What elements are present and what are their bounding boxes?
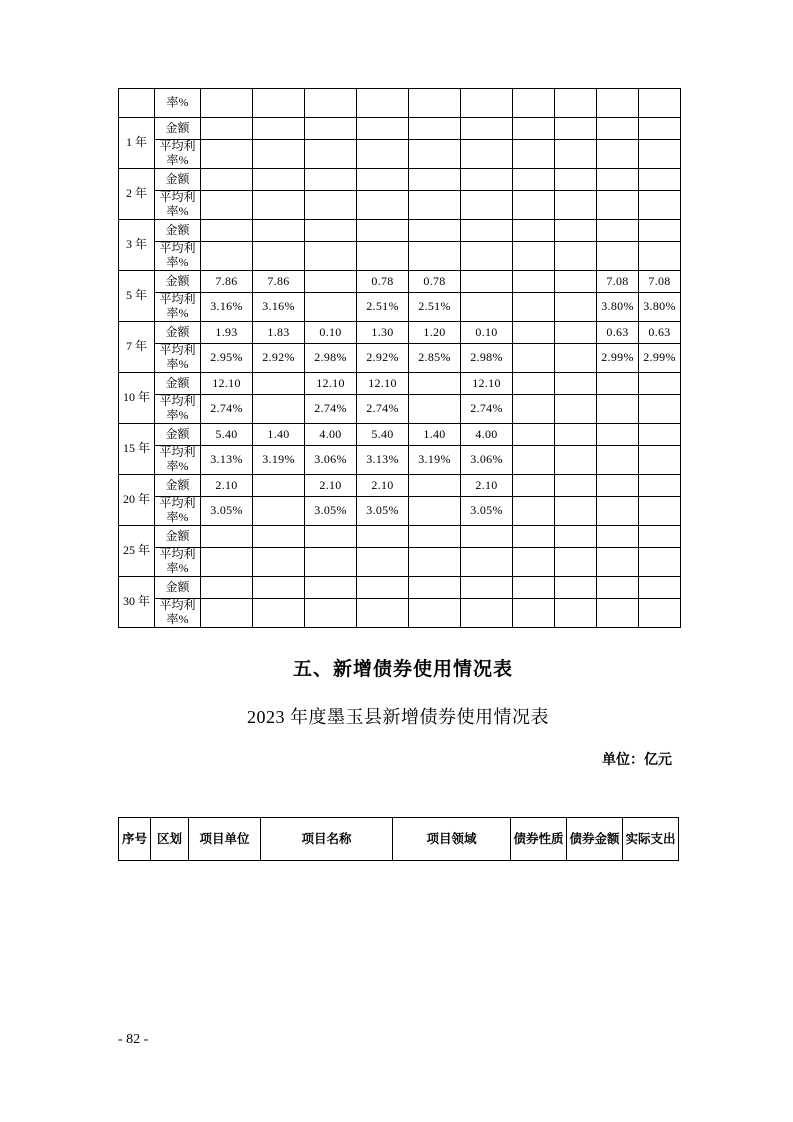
cell: 2.92% — [253, 344, 305, 373]
cell — [461, 220, 513, 242]
bond-usage-table — [118, 817, 679, 861]
cell — [461, 271, 513, 293]
cell — [555, 577, 597, 599]
table-row — [119, 475, 681, 497]
row-label-rate: 平均利率% — [155, 497, 201, 526]
cell — [253, 242, 305, 271]
cell: 0.63 — [639, 322, 681, 344]
cell — [639, 497, 681, 526]
table-row — [119, 140, 681, 169]
row-year: 7 年 — [119, 322, 155, 373]
cell — [253, 373, 305, 395]
cell — [639, 475, 681, 497]
cell — [357, 577, 409, 599]
cell — [597, 446, 639, 475]
cell: 7.86 — [201, 271, 253, 293]
cell — [597, 548, 639, 577]
cell — [409, 242, 461, 271]
cell: 2.10 — [357, 475, 409, 497]
cell: 0.78 — [357, 271, 409, 293]
cell: 1.40 — [253, 424, 305, 446]
cell: 12.10 — [305, 373, 357, 395]
row-label-amount: 金额 — [155, 322, 201, 344]
cell — [201, 599, 253, 628]
cell: 3.05% — [201, 497, 253, 526]
row-label-rate: 平均利率% — [155, 140, 201, 169]
cell: 4.00 — [461, 424, 513, 446]
cell — [597, 191, 639, 220]
column-header-project-name: 项目名称 — [261, 818, 393, 861]
cell — [461, 191, 513, 220]
cell — [555, 140, 597, 169]
cell — [513, 424, 555, 446]
cell — [555, 526, 597, 548]
cell — [201, 140, 253, 169]
cell — [639, 526, 681, 548]
cell — [597, 475, 639, 497]
cell: 3.80% — [597, 293, 639, 322]
cell: 2.51% — [357, 293, 409, 322]
cell — [513, 548, 555, 577]
cell — [513, 599, 555, 628]
cell: 3.06% — [305, 446, 357, 475]
cell — [639, 548, 681, 577]
cell — [253, 191, 305, 220]
row-label-amount: 金额 — [155, 373, 201, 395]
table-row — [119, 169, 681, 191]
cell: 5.40 — [201, 424, 253, 446]
cell — [253, 89, 305, 118]
cell — [639, 118, 681, 140]
cell — [639, 424, 681, 446]
cell — [461, 242, 513, 271]
table-row — [119, 118, 681, 140]
cell: 0.78 — [409, 271, 461, 293]
row-label-amount: 金额 — [155, 475, 201, 497]
cell — [597, 140, 639, 169]
cell — [305, 89, 357, 118]
cell: 3.19% — [409, 446, 461, 475]
column-header-bond-type: 债券性质 — [511, 818, 567, 861]
cell: 2.85% — [409, 344, 461, 373]
cell — [409, 548, 461, 577]
cell — [597, 497, 639, 526]
table-row — [119, 271, 681, 293]
cell: 3.05% — [461, 497, 513, 526]
column-header-index: 序号 — [119, 818, 151, 861]
cell — [597, 89, 639, 118]
cell: 3.06% — [461, 446, 513, 475]
cell — [597, 577, 639, 599]
cell — [597, 118, 639, 140]
table-row — [119, 191, 681, 220]
cell — [555, 191, 597, 220]
cell — [597, 424, 639, 446]
row-label-rate: 平均利率% — [155, 242, 201, 271]
row-label-rate: 平均利率% — [155, 548, 201, 577]
cell — [253, 548, 305, 577]
cell — [409, 373, 461, 395]
cell — [409, 577, 461, 599]
cell: 3.19% — [253, 446, 305, 475]
cell — [305, 271, 357, 293]
unit-label: 单位：亿元 — [602, 752, 672, 768]
cell — [513, 526, 555, 548]
cell — [409, 169, 461, 191]
table-row — [119, 446, 681, 475]
cell — [639, 140, 681, 169]
page-number: - 82 - — [118, 1032, 149, 1047]
cell — [305, 599, 357, 628]
row-year: 3 年 — [119, 220, 155, 271]
cell — [253, 118, 305, 140]
cell — [513, 446, 555, 475]
cell: 2.98% — [461, 344, 513, 373]
cell: 12.10 — [461, 373, 513, 395]
table-row — [119, 322, 681, 344]
cell — [461, 89, 513, 118]
cell — [201, 118, 253, 140]
cell — [357, 89, 409, 118]
cell — [555, 424, 597, 446]
cell — [253, 169, 305, 191]
cell — [639, 446, 681, 475]
cell — [513, 271, 555, 293]
cell: 5.40 — [357, 424, 409, 446]
page-content — [118, 88, 678, 861]
cell — [555, 475, 597, 497]
cell — [513, 242, 555, 271]
cell — [305, 191, 357, 220]
cell — [513, 140, 555, 169]
bond-usage-table-body — [119, 818, 679, 861]
cell — [357, 169, 409, 191]
cell — [461, 118, 513, 140]
cell — [201, 169, 253, 191]
cell — [409, 526, 461, 548]
row-label-amount: 金额 — [155, 220, 201, 242]
cell — [597, 169, 639, 191]
cell — [357, 140, 409, 169]
table-row — [119, 548, 681, 577]
cell — [639, 191, 681, 220]
cell: 3.05% — [305, 497, 357, 526]
cell: 7.08 — [639, 271, 681, 293]
cell — [513, 344, 555, 373]
row-label-rate: 平均利率% — [155, 344, 201, 373]
cell — [555, 118, 597, 140]
cell — [555, 169, 597, 191]
cell — [305, 548, 357, 577]
cell — [305, 169, 357, 191]
cell: 7.08 — [597, 271, 639, 293]
row-label: 率% — [155, 89, 201, 118]
cell — [409, 395, 461, 424]
table-row — [119, 424, 681, 446]
cell — [253, 395, 305, 424]
row-year: 5 年 — [119, 271, 155, 322]
cell: 0.63 — [597, 322, 639, 344]
row-label-amount: 金额 — [155, 526, 201, 548]
cell — [555, 293, 597, 322]
cell — [305, 526, 357, 548]
cell: 3.05% — [357, 497, 409, 526]
cell — [555, 89, 597, 118]
cell — [201, 526, 253, 548]
cell — [513, 577, 555, 599]
cell: 3.16% — [253, 293, 305, 322]
cell — [409, 191, 461, 220]
cell — [409, 475, 461, 497]
cell — [253, 526, 305, 548]
cell — [555, 242, 597, 271]
cell — [409, 220, 461, 242]
cell — [513, 322, 555, 344]
cell — [357, 526, 409, 548]
table-row — [119, 373, 681, 395]
cell: 1.30 — [357, 322, 409, 344]
cell — [409, 497, 461, 526]
cell — [201, 89, 253, 118]
cell: 3.16% — [201, 293, 253, 322]
row-year: 20 年 — [119, 475, 155, 526]
row-label-rate: 平均利率% — [155, 446, 201, 475]
cell — [639, 599, 681, 628]
row-label-amount: 金额 — [155, 424, 201, 446]
cell — [357, 220, 409, 242]
cell: 0.10 — [461, 322, 513, 344]
cell: 1.40 — [409, 424, 461, 446]
row-label-rate: 平均利率% — [155, 395, 201, 424]
row-label-rate: 平均利率% — [155, 293, 201, 322]
cell — [555, 373, 597, 395]
cell: 2.10 — [305, 475, 357, 497]
cell: 2.92% — [357, 344, 409, 373]
row-label-amount: 金额 — [155, 271, 201, 293]
cell — [555, 322, 597, 344]
cell — [639, 169, 681, 191]
cell — [253, 140, 305, 169]
row-label-amount: 金额 — [155, 577, 201, 599]
table-row — [119, 497, 681, 526]
column-header-district: 区划 — [151, 818, 189, 861]
cell — [461, 577, 513, 599]
cell: 1.93 — [201, 322, 253, 344]
cell — [639, 373, 681, 395]
cell — [597, 395, 639, 424]
cell: 2.74% — [461, 395, 513, 424]
cell — [597, 599, 639, 628]
cell — [555, 220, 597, 242]
cell — [461, 548, 513, 577]
cell — [597, 220, 639, 242]
cell — [409, 140, 461, 169]
cell — [555, 344, 597, 373]
cell — [409, 89, 461, 118]
cell — [201, 220, 253, 242]
cell — [555, 395, 597, 424]
cell: 3.13% — [357, 446, 409, 475]
column-header-unit: 项目单位 — [189, 818, 261, 861]
cell — [357, 191, 409, 220]
table-row — [119, 344, 681, 373]
cell — [639, 89, 681, 118]
table-row — [119, 89, 681, 118]
cell — [305, 140, 357, 169]
column-header-bond-amount: 债券金额 — [567, 818, 623, 861]
cell: 2.10 — [461, 475, 513, 497]
bond-term-table-body — [119, 89, 681, 628]
cell — [513, 118, 555, 140]
cell — [639, 577, 681, 599]
cell — [639, 395, 681, 424]
table-header-row — [119, 818, 679, 861]
cell — [305, 118, 357, 140]
cell — [461, 140, 513, 169]
cell — [555, 548, 597, 577]
cell — [253, 220, 305, 242]
cell — [461, 169, 513, 191]
cell — [357, 118, 409, 140]
cell: 2.51% — [409, 293, 461, 322]
cell — [513, 395, 555, 424]
row-year: 30 年 — [119, 577, 155, 628]
cell — [513, 475, 555, 497]
cell: 2.99% — [597, 344, 639, 373]
cell — [513, 293, 555, 322]
cell — [513, 169, 555, 191]
cell: 3.80% — [639, 293, 681, 322]
cell: 12.10 — [357, 373, 409, 395]
cell — [555, 446, 597, 475]
cell — [597, 373, 639, 395]
row-year: 2 年 — [119, 169, 155, 220]
table-row — [119, 395, 681, 424]
cell — [639, 242, 681, 271]
cell — [253, 497, 305, 526]
row-year: 10 年 — [119, 373, 155, 424]
cell — [555, 497, 597, 526]
cell — [461, 293, 513, 322]
cell — [201, 191, 253, 220]
row-year — [119, 89, 155, 118]
cell — [305, 293, 357, 322]
table-row — [119, 293, 681, 322]
table-row — [119, 242, 681, 271]
bond-term-table — [118, 88, 681, 628]
table-row — [119, 599, 681, 628]
cell: 2.10 — [201, 475, 253, 497]
cell: 2.74% — [357, 395, 409, 424]
cell — [597, 242, 639, 271]
table-row — [119, 526, 681, 548]
cell — [513, 220, 555, 242]
cell — [253, 577, 305, 599]
column-header-actual-expenditure: 实际支出 — [623, 818, 679, 861]
cell: 2.98% — [305, 344, 357, 373]
cell: 12.10 — [201, 373, 253, 395]
cell — [409, 118, 461, 140]
row-label-rate: 平均利率% — [155, 599, 201, 628]
table-title: 2023 年度墨玉县新增债券使用情况表 — [247, 707, 549, 727]
table-row — [119, 577, 681, 599]
cell: 2.95% — [201, 344, 253, 373]
section-heading: 五、新增债券使用情况表 — [292, 658, 513, 680]
cell: 4.00 — [305, 424, 357, 446]
cell — [513, 89, 555, 118]
cell — [201, 548, 253, 577]
cell: 2.99% — [639, 344, 681, 373]
cell — [201, 577, 253, 599]
cell: 1.20 — [409, 322, 461, 344]
row-year: 15 年 — [119, 424, 155, 475]
cell — [513, 373, 555, 395]
cell — [555, 599, 597, 628]
row-label-amount: 金额 — [155, 169, 201, 191]
cell — [597, 526, 639, 548]
cell — [305, 577, 357, 599]
cell: 1.83 — [253, 322, 305, 344]
cell — [253, 599, 305, 628]
cell — [253, 475, 305, 497]
cell — [305, 242, 357, 271]
cell — [305, 220, 357, 242]
cell — [409, 599, 461, 628]
table-row — [119, 220, 681, 242]
cell — [639, 220, 681, 242]
row-label-amount: 金额 — [155, 118, 201, 140]
cell: 2.74% — [201, 395, 253, 424]
row-year: 25 年 — [119, 526, 155, 577]
cell — [461, 526, 513, 548]
cell — [555, 271, 597, 293]
cell — [357, 548, 409, 577]
cell — [357, 242, 409, 271]
column-header-project-field: 项目领域 — [393, 818, 511, 861]
cell: 7.86 — [253, 271, 305, 293]
cell — [357, 599, 409, 628]
cell: 2.74% — [305, 395, 357, 424]
cell: 3.13% — [201, 446, 253, 475]
cell — [513, 497, 555, 526]
cell — [461, 599, 513, 628]
row-year: 1 年 — [119, 118, 155, 169]
cell — [201, 242, 253, 271]
cell — [513, 191, 555, 220]
cell: 0.10 — [305, 322, 357, 344]
row-label-rate: 平均利率% — [155, 191, 201, 220]
